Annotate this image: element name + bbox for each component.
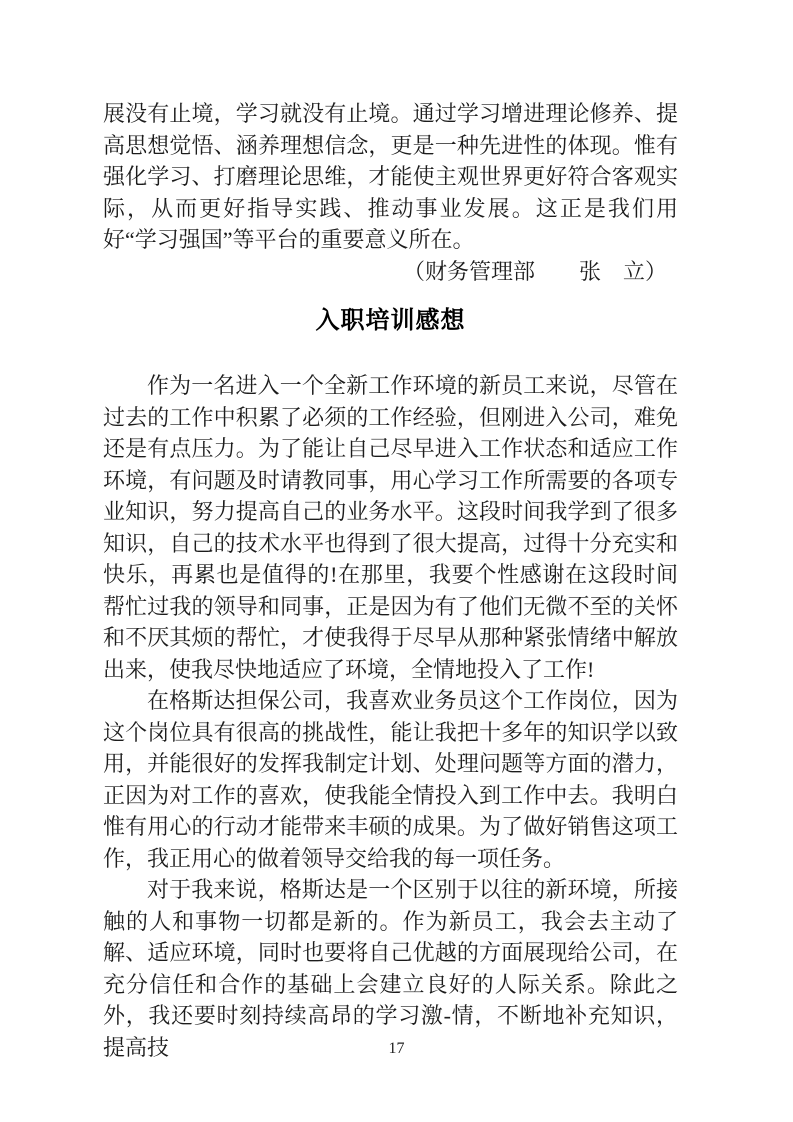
page-content <box>103 98 678 1063</box>
attribution-line: （财务管理部 张 立） <box>402 258 667 284</box>
body-paragraph-2: 在格斯达担保公司，我喜欢业务员这个工作岗位，因为这个岗位具有很高的挑战性，能让我把十多年的知识学以致用，并能很好的发挥我制定计划、处理问题等方面的潜力，正因为对工作的喜欢，使我能全情投入到工作中去。我明白惟有用心的行动才能带来丰硕的成果。为了做好销售这项工作，我正用心的做着领导交给我的每一项任务。 <box>103 688 678 871</box>
article-title: 入职培训感想 <box>315 307 466 334</box>
body-paragraph-3: 对于我来说，格斯达是一个区别于以往的新环境，所接触的人和事物一切都是新的。作为新员工，我会去主动了解、适应环境，同时也要将自己优越的方面展现给公司，在充分信任和合作的基础上会建立良好的人际关系。除此之外，我还要时刻持续高昂的学习激-情，不断地补充知识，提高技 <box>103 877 678 1060</box>
body-paragraph-1: 作为一名进入一个全新工作环境的新员工来说，尽管在过去的工作中积累了必须的工作经验，但刚进入公司，难免还是有点压力。为了能让自己尽早进入工作状态和适应工作环境，有问题及时请教同事，用心学习工作所需要的各项专业知识，努力提高自己的业务水平。这段时间我学到了很多知识，自己的技术水平也得到了很大提高，过得十分充实和快乐，再累也是值得的!在那里，我要个性感谢在这段时间帮忙过我的领导和同事，正是因为有了他们无微不至的关怀和不厌其烦的帮忙，才使我得于尽早从那种紧张情绪中解放出来，使我尽快地适应了环境，全情地投入了工作! <box>103 373 678 682</box>
continuation-paragraph: 展没有止境，学习就没有止境。通过学习增进理论修养、提高思想觉悟、涵养理想信念，更是一种先进性的体现。惟有强化学习、打磨理论思维，才能使主观世界更好符合客观实际，从而更好指导实践、推动事业发展。这正是我们用好“学习强国”等平台的重要意义所在。 <box>103 101 678 252</box>
page-number: 17 <box>388 1040 405 1057</box>
